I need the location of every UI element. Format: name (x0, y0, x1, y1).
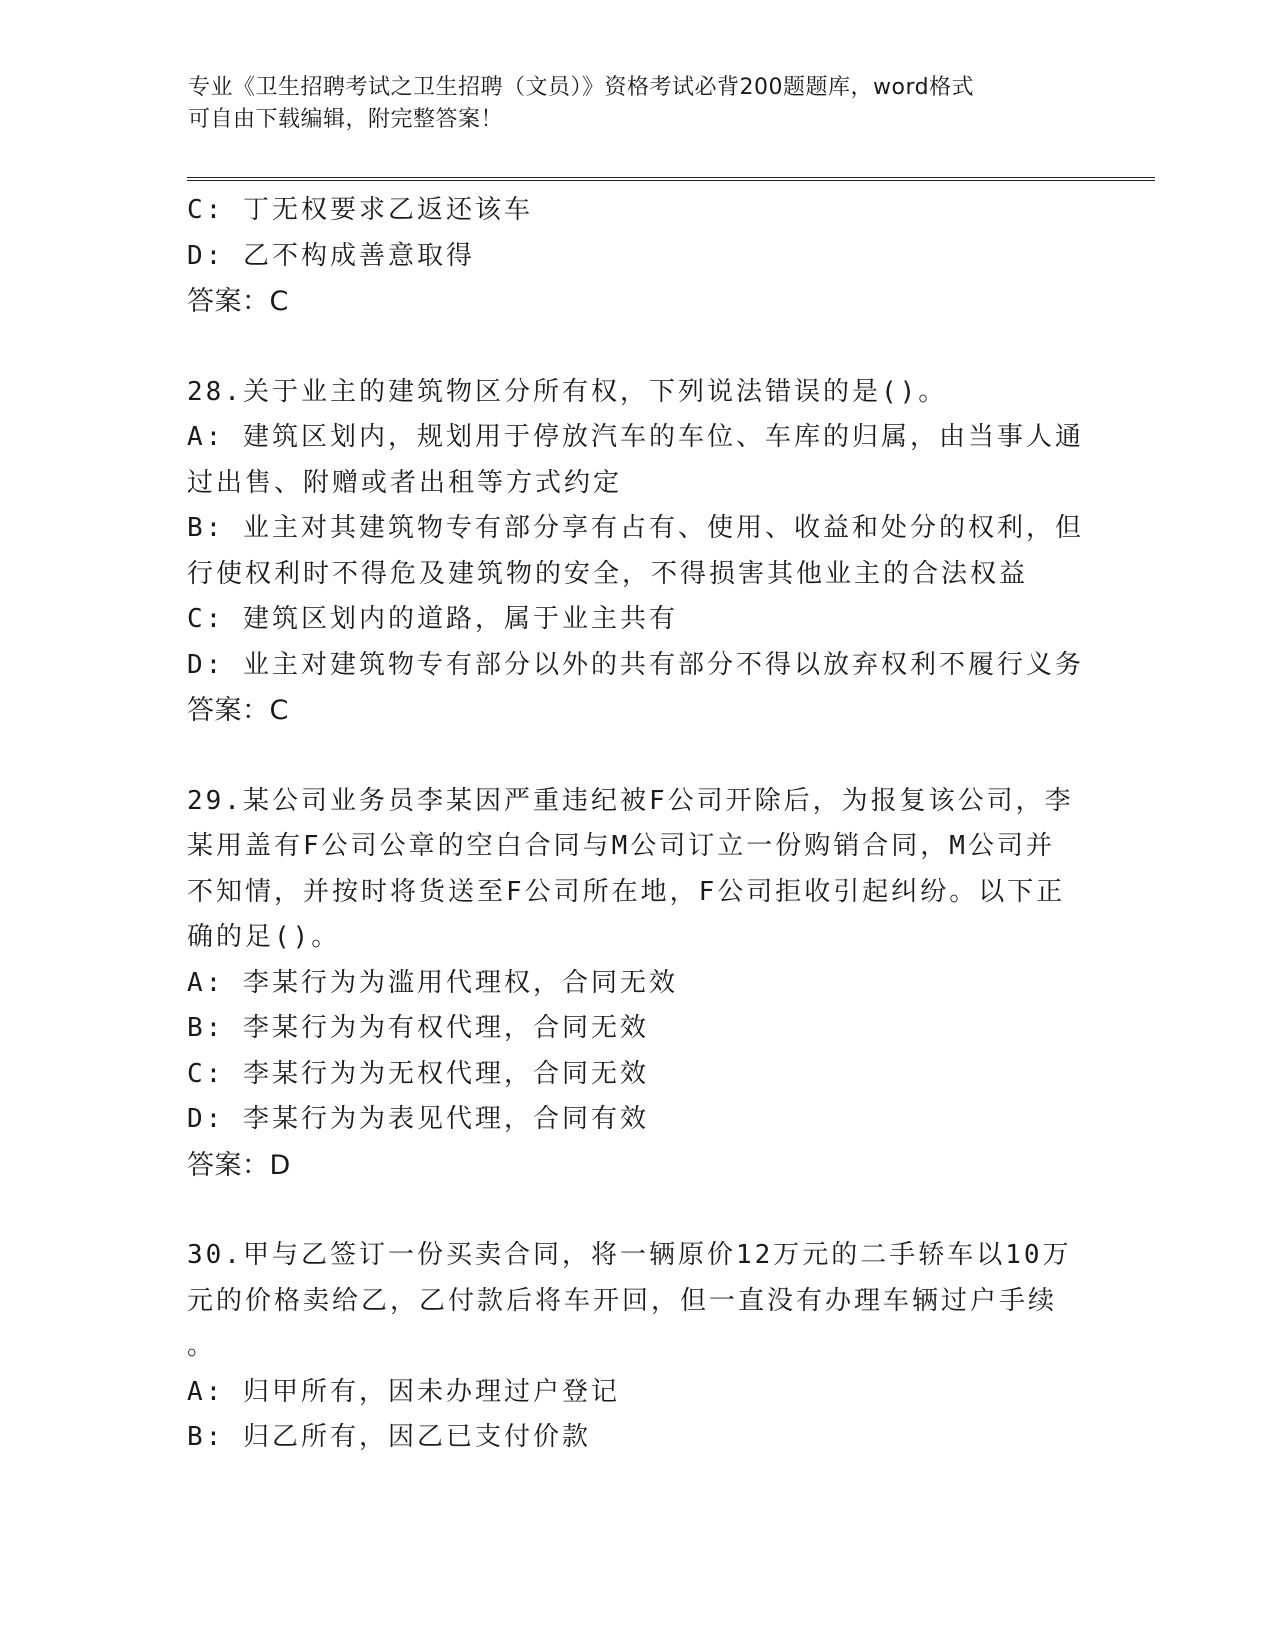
question-content (187, 188, 1087, 1461)
q27-option-d: D: 乙不构成善意取得 (187, 240, 475, 271)
q29-stem-line-3: 不知情，并按时将货送至F公司所在地，F公司拒收引起纠纷。以下正 (187, 876, 1066, 907)
q29-option-a: A: 李某行为为滥用代理权，合同无效 (187, 967, 678, 998)
q28-option-b-line-2: 行使权利时不得危及建筑物的安全，不得损害其他业主的合法权益 (187, 558, 1029, 589)
q29-option-c: C: 李某行为为无权代理，合同无效 (187, 1058, 649, 1089)
q29-answer: 答案：D (187, 1149, 291, 1181)
q28-answer: 答案：C (187, 695, 289, 726)
q30-stem-line-3: 。 (187, 1331, 217, 1361)
q28-option-c: C: 建筑区划内的道路，属于业主共有 (187, 604, 678, 634)
q27-option-c: C: 丁无权要求乙返还该车 (187, 195, 533, 225)
q29-option-d: D: 李某行为为表见代理，合同有效 (187, 1104, 649, 1134)
header-title-line-2: 可自由下载编辑，附完整答案！ (188, 107, 504, 132)
q28-stem: 28.关于业主的建筑物区分所有权，下列说法错误的是()。 (187, 376, 948, 407)
q30-stem-line-1: 30.甲与乙签订一份买卖合同，将一辆原价12万元的二手轿车以10万 (187, 1240, 1072, 1270)
q28-option-d: D: 业主对建筑物专有部分以外的共有部分不得以放弃权利不履行义务 (187, 649, 1084, 680)
header-divider (187, 177, 1155, 181)
page-header (188, 72, 1088, 136)
q29-stem-line-1: 29.某公司业务员李某因严重违纪被F公司开除后，为报复该公司，李 (187, 785, 1074, 816)
q28-option-a-line-1: A: 建筑区划内，规划用于停放汽车的车位、车库的归属，由当事人通 (187, 422, 1084, 452)
header-title-line-1: 专业《卫生招聘考试之卫生招聘（文员）》资格考试必背200题题库，word格式 (188, 75, 975, 100)
question-spacer (187, 734, 1087, 779)
question-spacer (187, 325, 1087, 370)
q29-stem-line-4: 确的足()。 (187, 922, 341, 952)
q29-option-b: B: 李某行为为有权代理，合同无效 (187, 1013, 649, 1043)
q28-option-b-line-1: B: 业主对其建筑物专有部分享有占有、使用、收益和处分的权利，但 (187, 513, 1084, 543)
q30-stem-line-2: 元的价格卖给乙，乙付款后将车开回，但一直没有办理车辆过户手续 (187, 1285, 1058, 1316)
q29-stem-line-2: 某用盖有F公司公章的空白合同与M公司订立一份购销合同，M公司并 (187, 831, 1055, 861)
q28-option-a-line-2: 过出售、附赠或者出租等方式约定 (187, 467, 623, 498)
q30-option-a: A: 归甲所有，因未办理过户登记 (187, 1376, 620, 1407)
q30-option-b: B: 归乙所有，因乙已支付价款 (187, 1422, 591, 1452)
q27-answer: 答案：C (187, 286, 289, 317)
question-spacer (187, 1188, 1087, 1233)
